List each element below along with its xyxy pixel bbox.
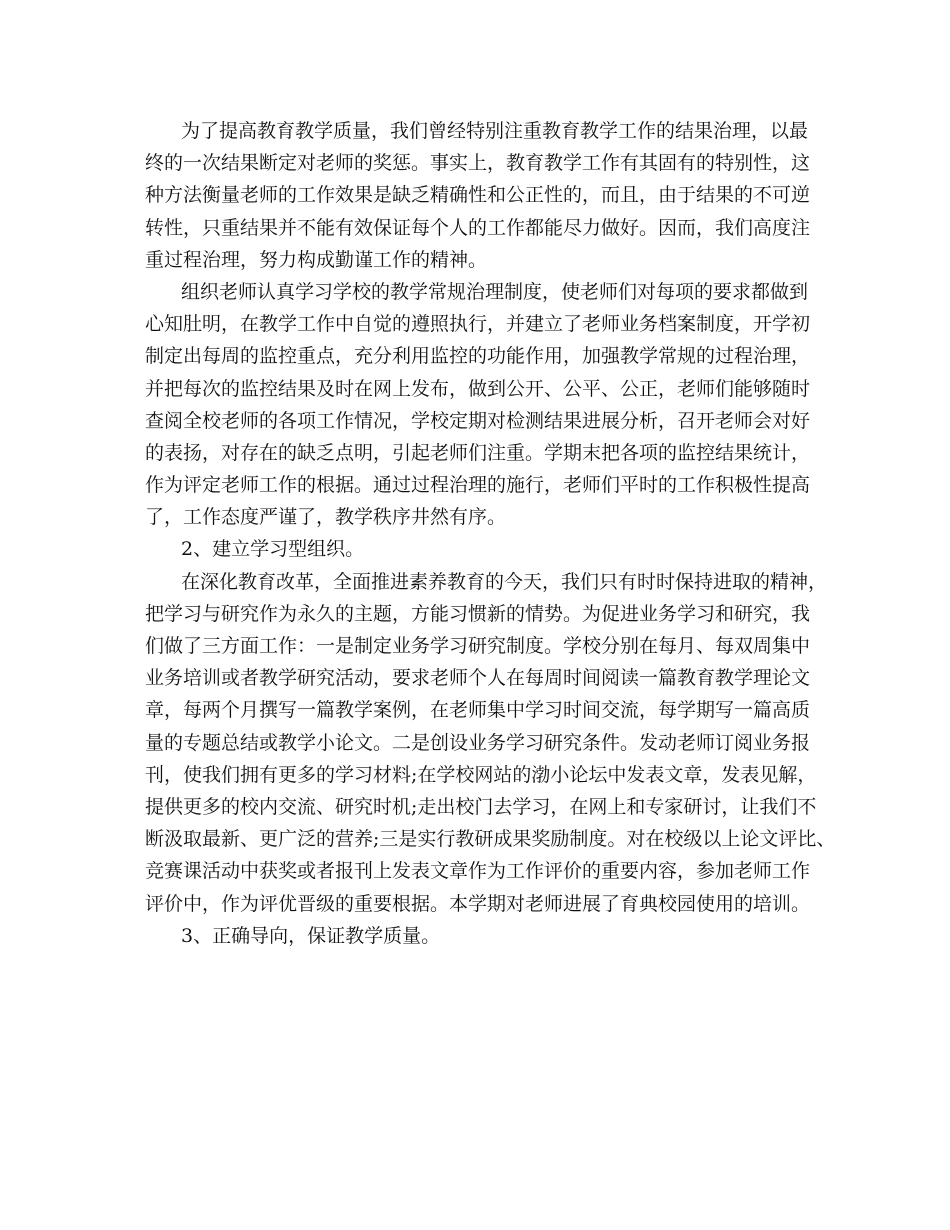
paragraph-line: 评价中，作为评优晋级的重要根据。本学期对老师进展了育典校园使用的培训。 [145, 892, 811, 915]
paragraph-line: 制定出每周的监控重点，充分利用监控的功能作用，加强教学常规的过程治理， [145, 345, 811, 368]
paragraph-first-line: 2、建立学习型组织。 [181, 538, 365, 561]
paragraph-line: 查阅全校老师的各项工作情况，学校定期对检测结果进展分析，召开老师会对好 [145, 409, 811, 432]
paragraph-line: 转性，只重结果并不能有效保证每个人的工作都能尽力做好。因而，我们高度注 [145, 216, 811, 239]
paragraph-line: 并把每次的监控结果及时在网上发布，做到公开、公平、公正，老师们能够随时 [145, 377, 811, 400]
paragraph-line: 提供更多的校内交流、研究时机;走出校门去学习，在网上和专家研讨，让我们不 [145, 795, 817, 818]
paragraph-line: 业务培训或者教学研究活动，要求老师个人在每周时间阅读一篇教育教学理论文 [145, 667, 811, 690]
paragraph-first-line: 在深化教育改革，全面推进素养教育的今天，我们只有时时保持进取的精神， [181, 570, 828, 593]
paragraph-line: 种方法衡量老师的工作效果是缺乏精确性和公正性的，而且，由于结果的不可逆 [145, 184, 811, 207]
paragraph-line: 们做了三方面工作：一是制定业务学习研究制度。学校分别在每月、每双周集中 [145, 635, 811, 657]
paragraph-line: 作为评定老师工作的根据。通过过程治理的施行，老师们平时的工作积极性提高 [145, 474, 811, 497]
paragraph-line: 终的一次结果断定对老师的奖惩。事实上，教育教学工作有其固有的特别性，这 [145, 152, 811, 175]
paragraph-line: 章，每两个月撰写一篇教学案例，在老师集中学习时间交流，每学期写一篇高质 [145, 699, 811, 722]
paragraph-line: 重过程治理，努力构成勤谨工作的精神。 [145, 248, 488, 271]
paragraph-line: 量的专题总结或教学小论文。二是创设业务学习研究条件。发动老师订阅业务报 [145, 731, 811, 754]
paragraph-line: 心知肚明，在教学工作中自觉的遵照执行，并建立了老师业务档案制度，开学初 [145, 313, 811, 336]
paragraph-first-line: 组织老师认真学习学校的教学常规治理制度，使老师们对每项的要求都做到 [181, 280, 809, 303]
paragraph-line: 把学习与研究作为永久的主题，方能习惯新的情势。为促进业务学习和研究，我 [145, 602, 811, 625]
document-body [145, 115, 835, 952]
paragraph-line: 竞赛课活动中获奖或者报刊上发表文章作为工作评价的重要内容，参加老师工作 [145, 860, 811, 883]
paragraph-line: 的表扬，对存在的缺乏点明，引起老师们注重。学期末把各项的监控结果统计， [145, 441, 811, 464]
paragraph-first-line: 3、正确导向，保证教学质量。 [181, 924, 441, 947]
paragraph-first-line: 为了提高教育教学质量，我们曾经特别注重教育教学工作的结果治理，以最 [181, 120, 809, 142]
paragraph-line: 刊，使我们拥有更多的学习材料;在学校网站的渤小论坛中发表文章，发表见解， [145, 763, 817, 786]
paragraph-line: 断汲取最新、更广泛的营养;三是实行教研成果奖励制度。对在校级以上论文评比、 [145, 828, 835, 851]
paragraph-line: 了，工作态度严谨了，教学秩序井然有序。 [145, 506, 507, 529]
